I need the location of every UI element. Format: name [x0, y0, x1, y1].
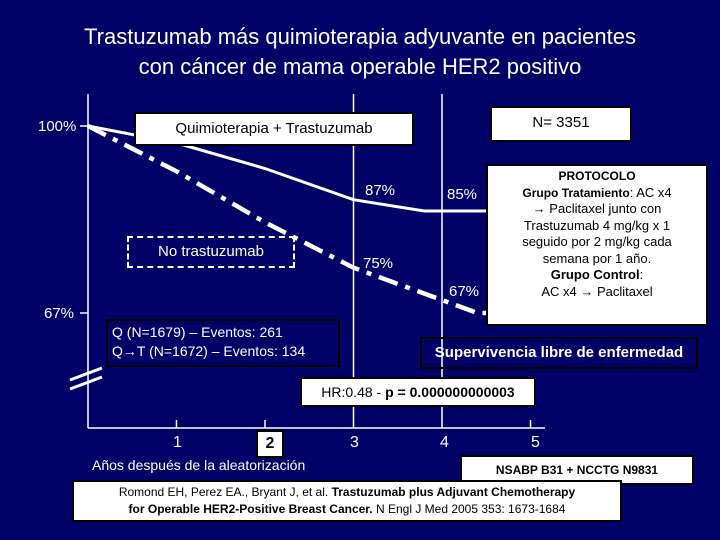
annotation-85: 85%	[447, 186, 478, 203]
y-tick-label-100: 100%	[38, 118, 77, 135]
annotation-75: 75%	[363, 255, 394, 272]
events-line-2-post: T (N=1672) – Eventos: 134	[136, 343, 306, 359]
protocol-box	[486, 164, 708, 326]
arrow-icon: →	[580, 283, 594, 299]
trial-label: NSABP B31 + NCCTG N9831	[460, 455, 694, 485]
reference-citation	[72, 480, 622, 522]
group-control-text-2-pre: AC x4	[541, 283, 577, 299]
curve-no-trastuzumab	[88, 126, 491, 313]
group-control-text-2-post: Paclitaxel	[597, 283, 653, 299]
p-value: p = 0.000000000003	[385, 384, 515, 400]
x-tick-label-1: 1	[173, 434, 182, 451]
protocol-heading: PROTOCOLO	[558, 169, 636, 183]
events-box	[106, 319, 340, 367]
x-axis-label: Años después de la aleatorización	[92, 457, 306, 473]
y-tick-label-67: 67%	[44, 305, 75, 322]
series-label-no-trastuzumab: No trastuzumab	[127, 236, 295, 268]
series-label-trastuzumab: Quimioterapia + Trastuzumab	[134, 112, 414, 146]
arrow-icon: →	[122, 343, 137, 359]
group-treatment-text-5: semana por 1 año.	[542, 250, 652, 266]
x-tick-label-2: 2	[256, 430, 284, 458]
group-treatment-text-2: Paclitaxel junto con	[549, 201, 662, 216]
group-treatment-text-1: : AC x4	[629, 184, 672, 200]
title-line-2: con cáncer de mama operable HER2 positivo	[138, 54, 582, 79]
annotation-87: 87%	[365, 182, 396, 199]
group-control-text-1: :	[639, 267, 644, 282]
title-line-1: Trastuzumab más quimioterapia adyuvante en pacientes	[84, 24, 636, 49]
sample-size-box: N= 3351	[490, 106, 632, 142]
hazard-ratio-box	[300, 377, 536, 407]
x-tick-label-5: 5	[531, 434, 540, 451]
endpoint-label: Supervivencia libre de enfermedad	[420, 337, 698, 369]
group-treatment-text-3: Trastuzumab 4 mg/kg x 1	[523, 217, 671, 233]
reference-title-1: Trastuzumab plus Adjuvant Chemotherapy	[331, 485, 576, 499]
reference-authors: Romond EH, Perez EA., Bryant J, et al.	[118, 485, 332, 499]
reference-journal: N Engl J Med 2005 353: 1673-1684	[372, 502, 566, 516]
group-control-label: Grupo Control	[550, 267, 640, 282]
events-line-2-pre: Q	[112, 343, 123, 359]
reference-title-2: for Operable HER2-Positive Breast Cancer.	[128, 502, 373, 516]
annotation-67: 67%	[449, 283, 480, 300]
x-tick-label-3: 3	[350, 434, 359, 451]
x-tick-label-4: 4	[440, 434, 449, 451]
hr-text: HR:0.48 -	[321, 384, 386, 400]
group-treatment-label: Grupo Tratamiento	[522, 185, 630, 200]
arrow-icon: →	[532, 201, 546, 216]
group-treatment-text-4: seguido por 2 mg/kg cada	[522, 234, 672, 249]
events-line-1: Q (N=1679) – Eventos: 261	[112, 324, 283, 340]
